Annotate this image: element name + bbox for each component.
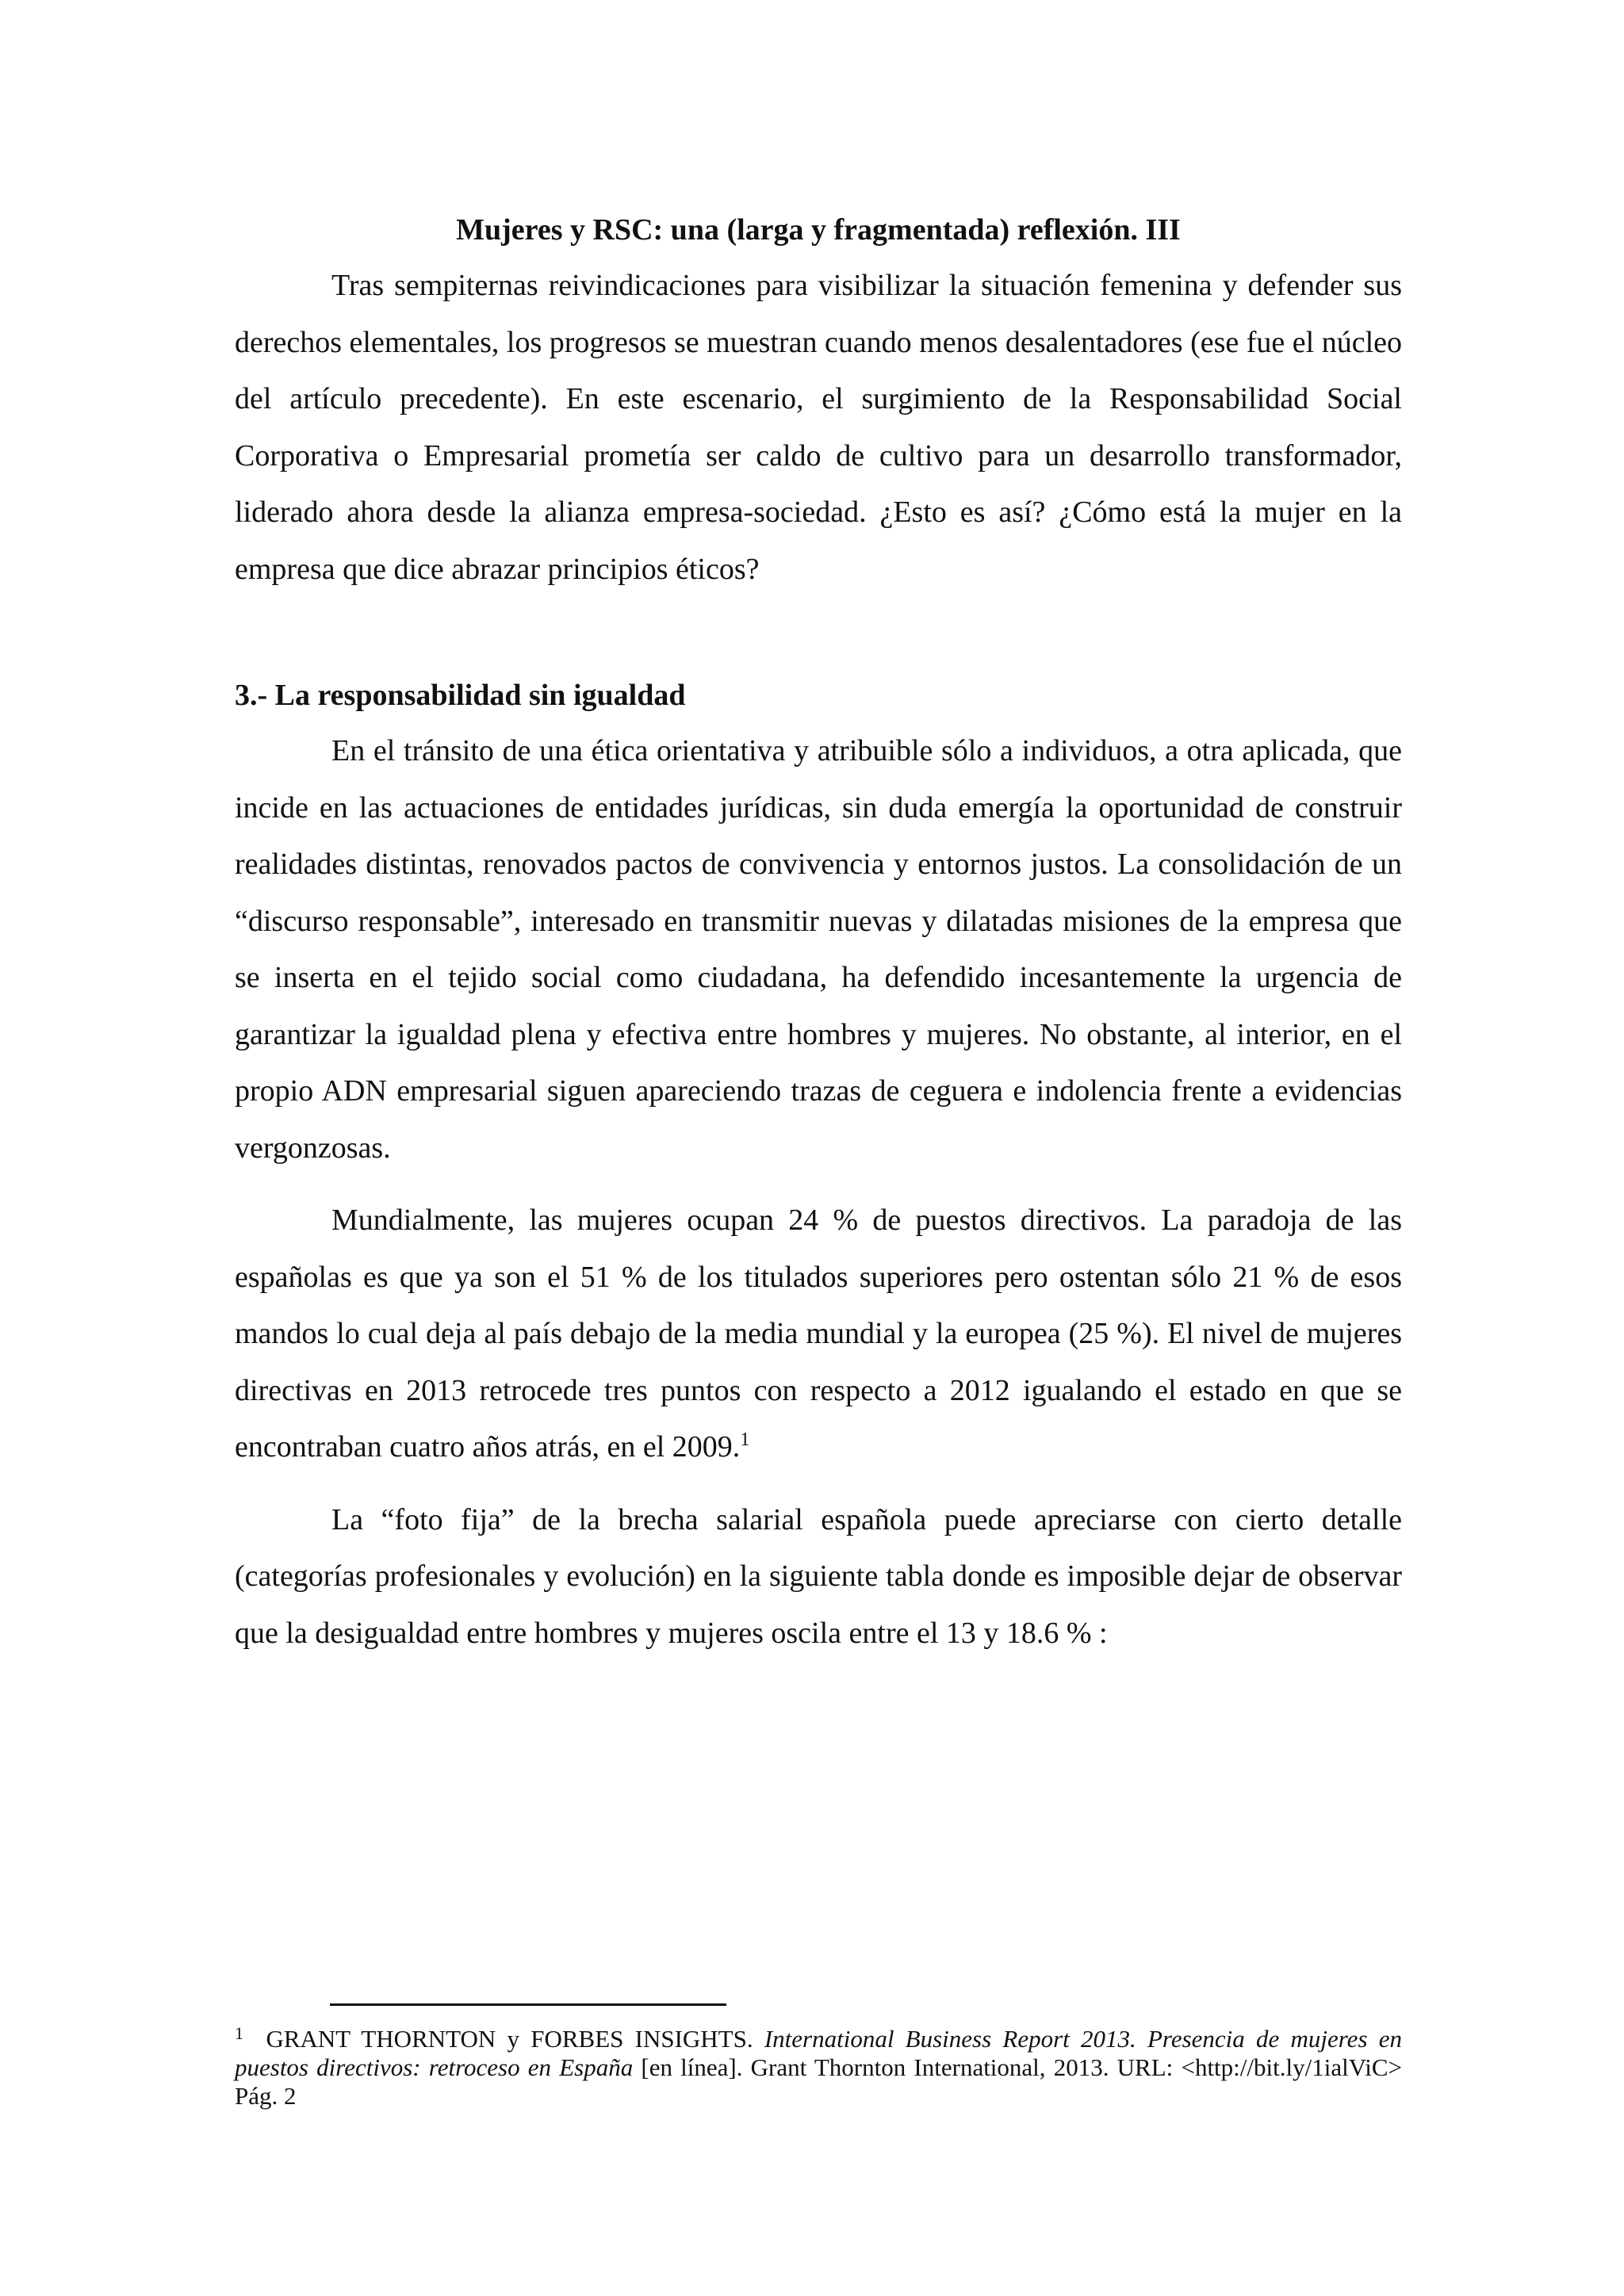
paragraph-statistics bbox=[235, 1192, 1402, 1476]
document-body bbox=[235, 202, 1402, 1662]
paragraph-ethics: En el tránsito de una ética orientativa y atribuible sólo a individuos, a otra aplicada, que incide en las actuaciones de entidades jurídicas, sin duda emergía la oportunidad de construir realidades distintas, renovados pactos de convivencia y entornos justos. La consolidación de un “discurso responsable”, interesado en transmitir nuevas y dilatadas misiones de la empresa que se inserta en el tejido social como ciudadana, ha defendido incesantemente la urgencia de garantizar la igualdad plena y efectiva entre hombres y mujeres. No obstante, al interior, en el propio ADN empresarial siguen apareciendo trazas de ceguera e indolencia frente a evidencias vergonzosas. bbox=[235, 734, 1402, 1165]
paragraph-statistics-text: Mundialmente, las mujeres ocupan 24 % de puestos directivos. La paradoja de las españolas es que ya son el 51 % de los titulados superiores pero ostentan sólo 21 % de esos mandos lo cual deja al país debajo de la media mundial y la europea (25 %). El nivel de mujeres directivas en 2013 retrocede tres puntos con respecto a 2012 igualando el estado en que se encontraban cuatro años atrás, en el 2009. bbox=[235, 1203, 1402, 1464]
footnote-title: International Business Report 2013. Presencia de mujeres en puestos directivos: retroceso en España bbox=[235, 2025, 1402, 2081]
footnote-number: 1 bbox=[235, 2023, 243, 2043]
footnote-reference[interactable]: 1 bbox=[740, 1429, 750, 1450]
section-heading: 3.- La responsabilidad sin igualdad bbox=[235, 679, 686, 712]
paragraph-wage-gap: La “foto fija” de la brecha salarial española puede apreciarse con cierto detalle (categorías profesionales y evolución) en la siguiente tabla donde es imposible dejar de observar que la desigualdad entre hombres y mujeres oscila entre el 13 y 18.6 % : bbox=[235, 1502, 1402, 1650]
footnote-source: [en línea]. Grant Thornton International, 2013. URL: <http://bit.ly/1ialViC> Pág. 2 bbox=[235, 2053, 1402, 2110]
footnote-authors: GRANT THORNTON y FORBES INSIGHTS. bbox=[266, 2025, 753, 2053]
section-spacer bbox=[235, 598, 1402, 668]
intro-paragraph: Tras sempiternas reivindicaciones para visibilizar la situación femenina y defender sus derechos elementales, los progresos se muestran cuando menos desalentadores (ese fue el núcleo del artículo precedente). En este escenario, el surgimiento de la Responsabilidad Social Corporativa o Empresarial prometía ser caldo de cultivo para un desarrollo transformador, liderado ahora desde la alianza empresa-sociedad. ¿Esto es así? ¿Cómo está la mujer en la empresa que dice abrazar principios éticos? bbox=[235, 269, 1402, 586]
footnote bbox=[235, 2025, 1402, 2110]
document-title: Mujeres y RSC: una (larga y fragmentada) reflexión. III bbox=[456, 213, 1181, 247]
footnote-separator bbox=[330, 2003, 726, 2006]
